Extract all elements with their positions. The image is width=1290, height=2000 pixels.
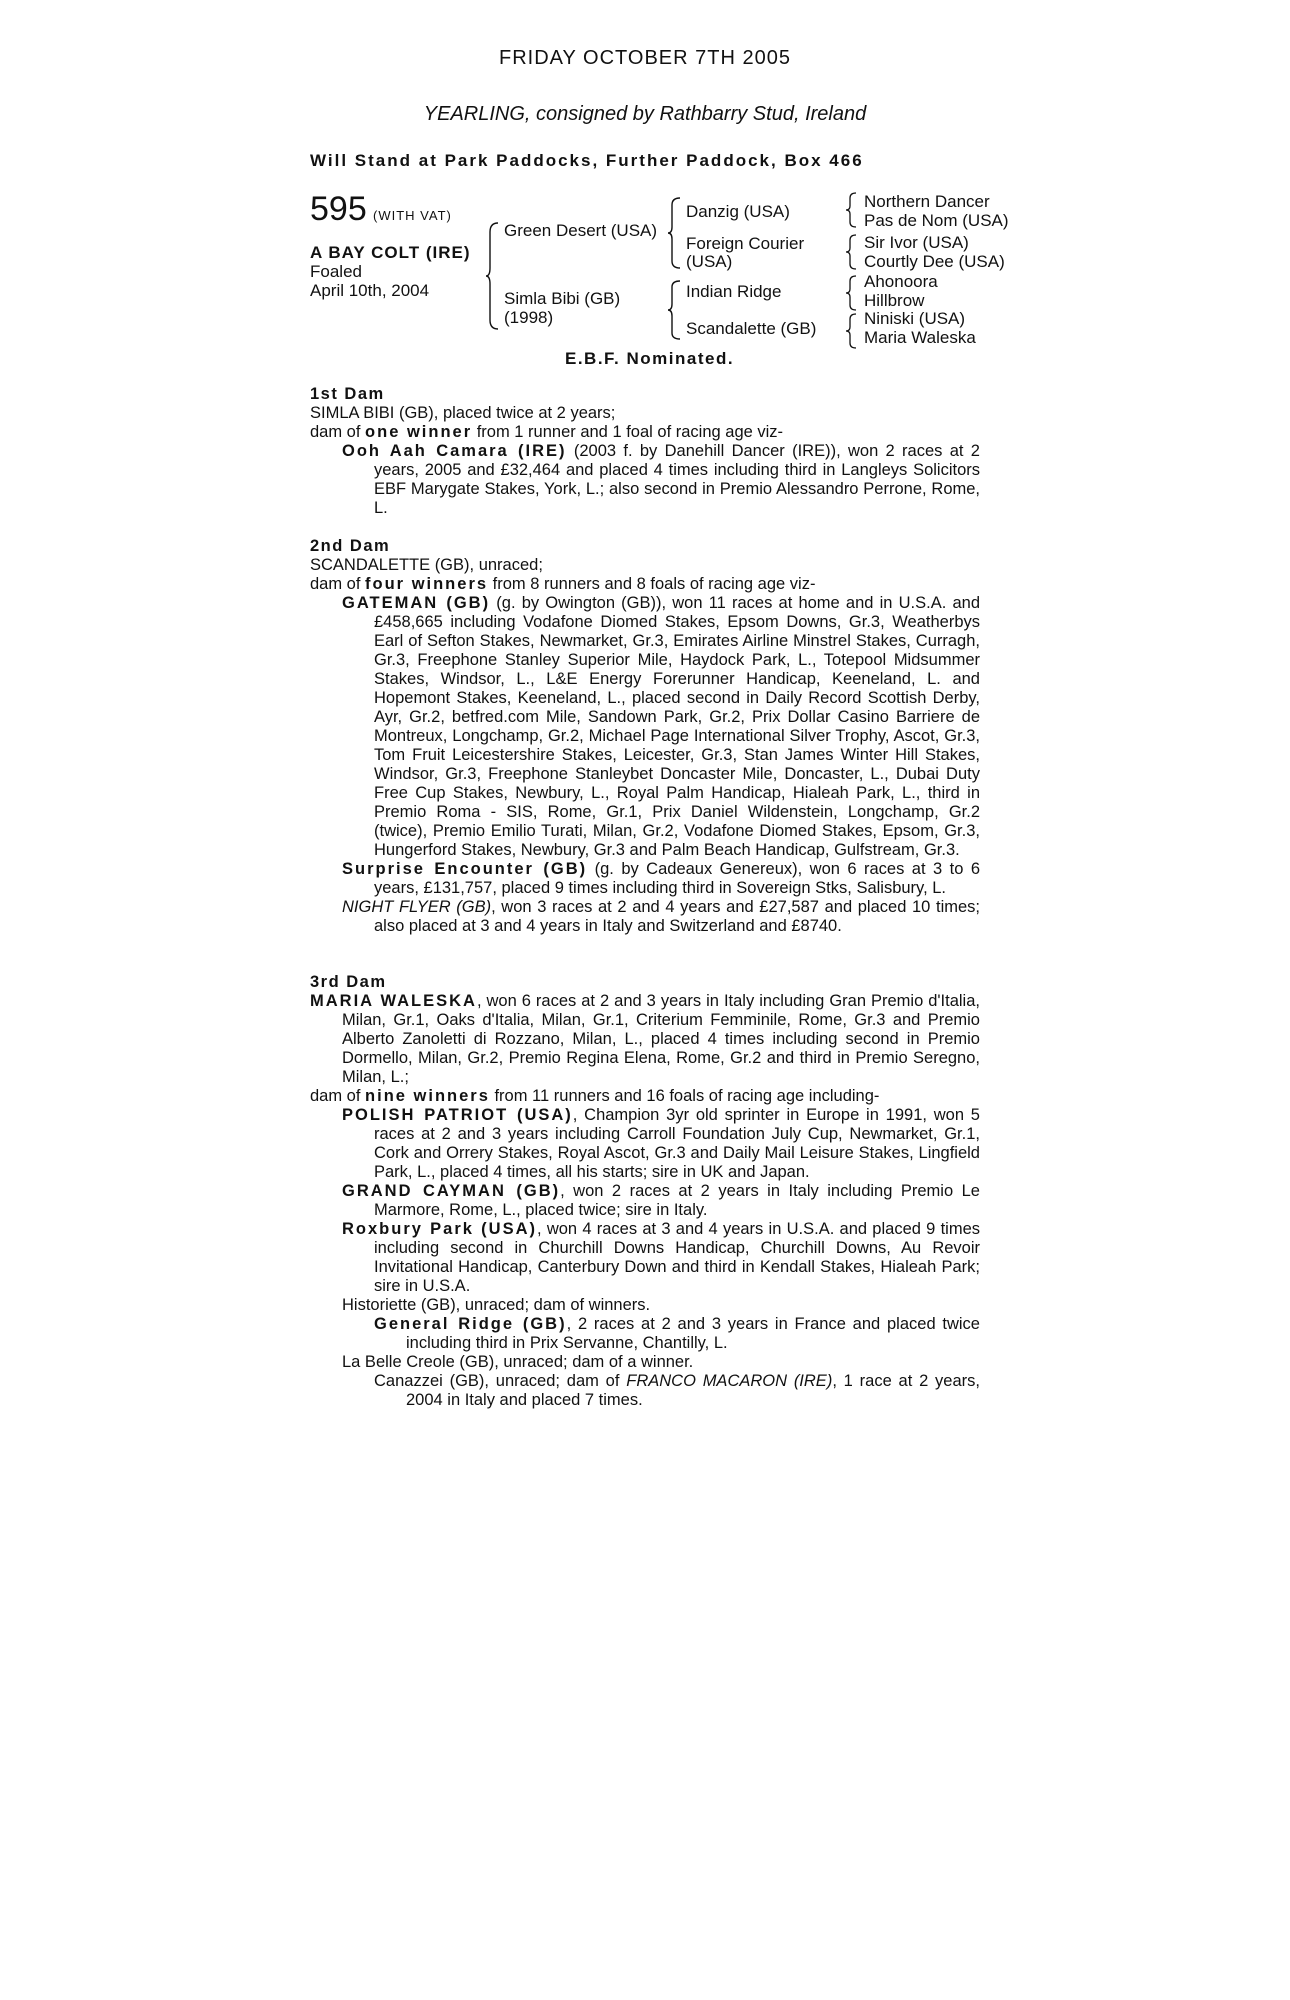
second-dam-entry-surprise-encounter: Surprise Encounter (GB) (g. by Cadeaux Genereux), won 6 races at 3 to 6 years, £131,757, placed 9 times including third in Sovereign Stks, Salisbury, L.	[342, 860, 980, 897]
third-dam-entry-roxbury-park: Roxbury Park (USA), won 4 races at 3 and 4 years in U.S.A. and placed 9 times including second in Churchill Downs Handicap, Churchill Downs, Au Revoir Invitational Handicap, Canterbury Down and third in Kendall Stakes, Hialeah Park; sire in U.S.A.	[342, 1220, 980, 1295]
pedigree-gen3-3: Sir Ivor (USA)	[864, 233, 969, 252]
third-dam-entry-grand-cayman: GRAND CAYMAN (GB), won 2 races at 2 years in Italy including Premio Le Marmore, Rome, L., placed twice; sire in Italy.	[342, 1182, 980, 1219]
third-dam-lead: MARIA WALESKA, won 6 races at 2 and 3 years in Italy including Gran Premio d'Italia, Milan, Gr.1, Oaks d'Italia, Milan, Gr.1, Criterium Femminile, Rome, Gr.3 and Premio Alberto Zanoletti di Rozzano, Milan, L., placed 4 times including second in Premio Dormello, Milan, Gr.2, Premio Regina Elena, Rome, Gr.2 and third in Premio Seregno, Milan, L.;	[310, 992, 980, 1086]
third-dam-heading: 3rd Dam	[310, 973, 387, 991]
pedigree-gen3-6: Hillbrow	[864, 291, 925, 310]
location-line: Will Stand at Park Paddocks, Further Paddock, Box 466	[310, 151, 864, 170]
pedigree-sire-sire: Danzig (USA)	[686, 202, 790, 221]
vat-note: (WITH VAT)	[373, 208, 452, 223]
pedigree-sire: Green Desert (USA)	[504, 221, 658, 240]
pedigree-sire-dam: Foreign Courier	[686, 234, 805, 253]
pedigree-gen3-5: Ahonoora	[864, 272, 938, 291]
third-dam-entry-canazzei: Canazzei (GB), unraced; dam of FRANCO MACARON (IRE), 1 race at 2 years, 2004 in Italy and placed 7 times.	[374, 1372, 980, 1409]
pedigree-gen3-8: Maria Waleska	[864, 328, 976, 347]
first-dam-heading: 1st Dam	[310, 385, 385, 403]
pedigree-brace-ds	[846, 275, 858, 311]
third-dam-entry-la-belle-creole: La Belle Creole (GB), unraced; dam of a winner.	[342, 1353, 694, 1371]
first-dam-section	[310, 385, 980, 518]
second-dam-entry-night-flyer: NIGHT FLYER (GB), won 3 races at 2 and 4 years and £27,587 and placed 10 times; also placed at 3 and 4 years in Italy and Switzerland and £8740.	[342, 898, 980, 935]
pedigree-brace-sire	[668, 197, 682, 269]
pedigree-sire-dam-country: (USA)	[686, 252, 733, 271]
pedigree-gen3-4: Courtly Dee (USA)	[864, 252, 1005, 271]
consignment-line: YEARLING, consigned by Rathbarry Stud, Ireland	[423, 103, 867, 125]
second-dam-produce-line: dam of four winners from 8 runners and 8 foals of racing age viz-	[310, 575, 816, 593]
sale-date: FRIDAY OCTOBER 7TH 2005	[499, 47, 791, 69]
first-dam-line: SIMLA BIBI (GB), placed twice at 2 years;	[310, 404, 616, 422]
lot-number: 595	[310, 190, 367, 228]
second-dam-section	[310, 537, 980, 936]
pedigree-dam-sire: Indian Ridge	[686, 282, 782, 301]
third-dam-entry-historiette: Historiette (GB), unraced; dam of winners.	[342, 1296, 651, 1314]
third-dam-section	[310, 973, 980, 1410]
lot-description: A BAY COLT (IRE)	[310, 243, 471, 262]
foaled-label: Foaled	[310, 262, 362, 281]
pedigree-gen3-2: Pas de Nom (USA)	[864, 211, 1009, 230]
second-dam-entry-gateman: GATEMAN (GB) (g. by Owington (GB)), won 11 races at home and in U.S.A. and £458,665 including Vodafone Diomed Stakes, Epsom Downs, Gr.3, Weatherbys Earl of Sefton Stakes, Newmarket, Gr.3, Emirates Airline Minstrel Stakes, Curragh, Gr.3, Freephone Stanley Superior Mile, Haydock Park, L., Totepool Midsummer Stakes, Windsor, L., L&E Energy Forerunner Handicap, Keeneland, L. and Hopemont Stakes, Keeneland, L., placed second in Daily Record Scottish Derby, Ayr, Gr.2, betfred.com Mile, Sandown Park, Gr.2, Prix Dollar Casino Barriere de Montreux, Longchamp, Gr.2, Michael Page International Silver Trophy, Ascot, Gr.3, Tom Fruit Leicestershire Stakes, Leicester, Gr.3, Stan James Winter Hill Stakes, Windsor, Gr.3, Freephone Stanleybet Doncaster Mile, Doncaster, L., Dubai Duty Free Cup Stakes, Newbury, L., Royal Palm Handicap, Hialeah Park, L., third in Premio Roma - SIS, Rome, Gr.1, Prix Daniel Wildenstein, Longchamp, Gr.2 (twice), Premio Emilio Turati, Milan, Gr.2, Vodafone Diomed Stakes, Epsom, Gr.3, Hungerford Stakes, Newbury, Gr.3 and Palm Beach Handicap, Gulfstream, Gr.3.	[342, 594, 980, 859]
second-dam-heading: 2nd Dam	[310, 537, 391, 555]
first-dam-produce-line: dam of one winner from 1 runner and 1 foal of racing age viz-	[310, 423, 784, 441]
pedigree-brace-main	[486, 222, 500, 330]
ebf-nominated: E.B.F. Nominated.	[565, 349, 735, 368]
pedigree-brace-sd	[846, 234, 858, 270]
pedigree-gen3-1: Northern Dancer	[864, 192, 990, 211]
pedigree-dam-dam: Scandalette (GB)	[686, 319, 817, 338]
foaled-date: April 10th, 2004	[310, 281, 430, 300]
third-dam-entry-general-ridge: General Ridge (GB), 2 races at 2 and 3 years in France and placed twice including third in Prix Servanne, Chantilly, L.	[374, 1315, 980, 1352]
pedigree-brace-ss	[846, 192, 858, 228]
pedigree-dam: Simla Bibi (GB)	[504, 289, 621, 308]
third-dam-produce-line: dam of nine winners from 11 runners and 16 foals of racing age including-	[310, 1087, 880, 1105]
pedigree-brace-dam	[668, 280, 682, 340]
pedigree-brace-dd	[846, 313, 858, 349]
pedigree-gen3-7: Niniski (USA)	[864, 309, 966, 328]
second-dam-line: SCANDALETTE (GB), unraced;	[310, 556, 543, 574]
pedigree-dam-year: (1998)	[504, 308, 554, 327]
first-dam-entry: Ooh Aah Camara (IRE) (2003 f. by Danehill Dancer (IRE)), won 2 races at 2 years, 2005 and £32,464 and placed 4 times including third in Langleys Solicitors EBF Marygate Stakes, York, L.; also second in Premio Alessandro Perrone, Rome, L.	[342, 442, 980, 517]
third-dam-entry-polish-patriot: POLISH PATRIOT (USA), Champion 3yr old sprinter in Europe in 1991, won 5 races at 2 and 3 years including Carroll Foundation July Cup, Newmarket, Gr.1, Cork and Orrery Stakes, Royal Ascot, Gr.3 and Daily Mail Leisure Stakes, Lingfield Park, L., placed 4 times, all his starts; sire in UK and Japan.	[342, 1106, 980, 1181]
